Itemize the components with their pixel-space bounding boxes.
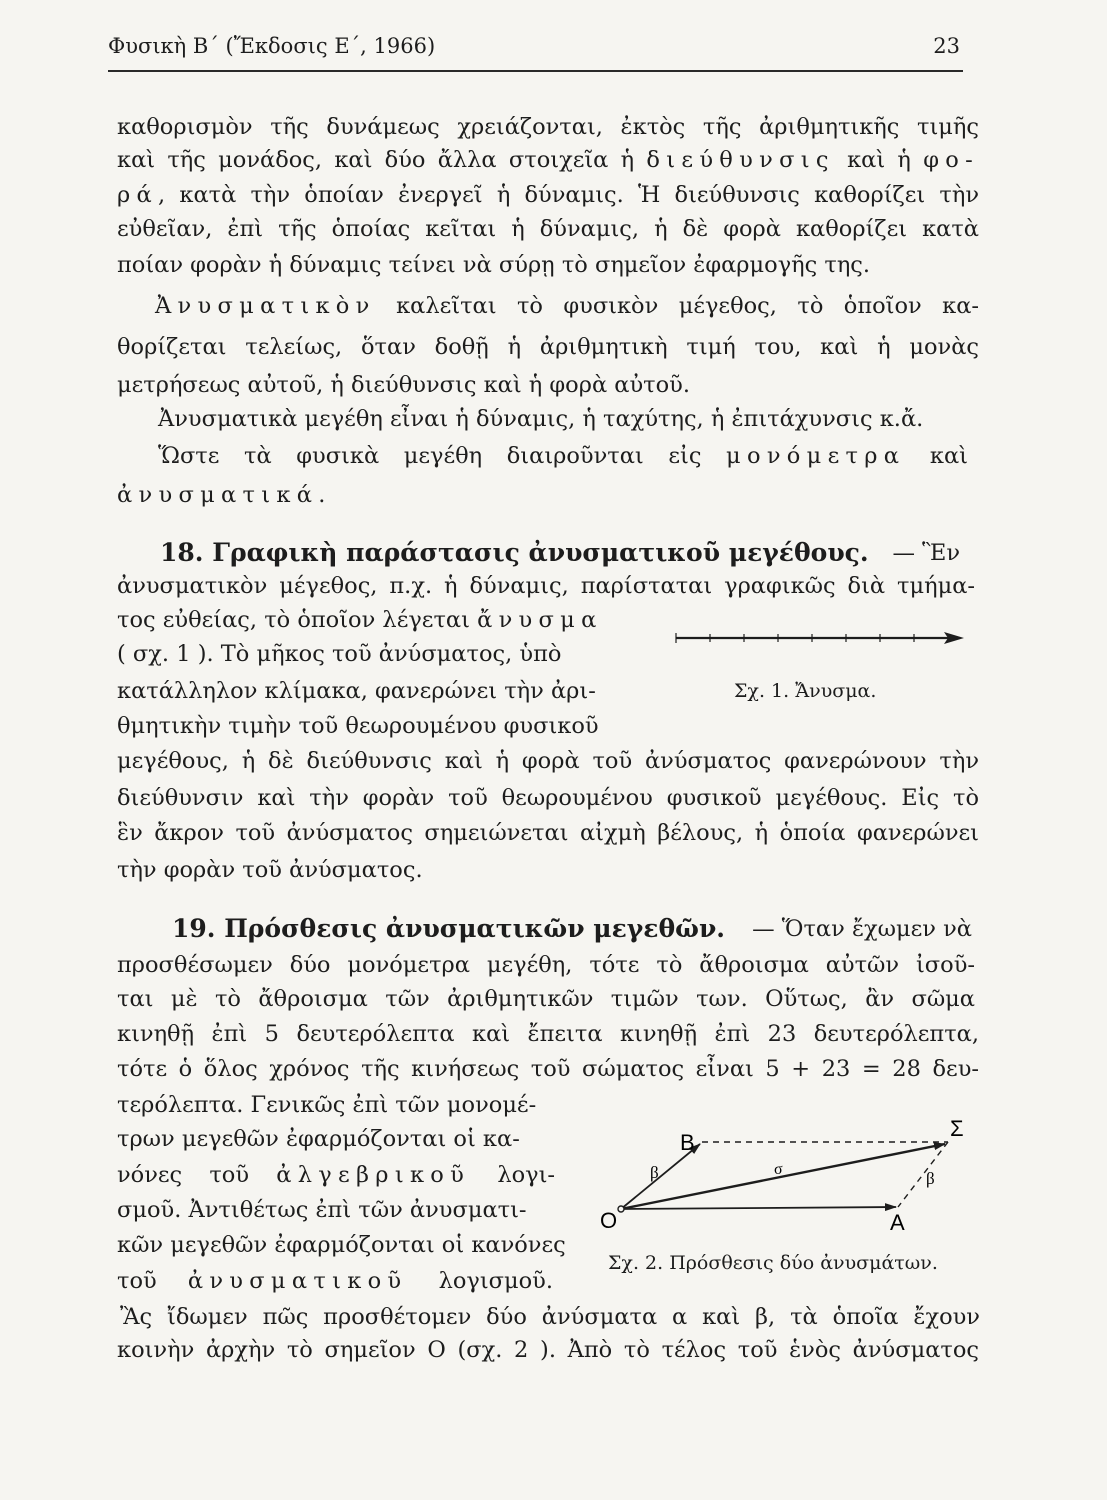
origin-point [618, 1206, 624, 1212]
vector-os [621, 1144, 945, 1209]
running-header [108, 34, 960, 64]
label-beta-ob: β [650, 1163, 659, 1182]
text-line [117, 1160, 555, 1190]
heading-text: 18. Γραφικὴ παράστασις ἀνυσματικοῦ μεγέθους. [160, 538, 869, 567]
text-line: ἓν ἄκρον τοῦ ἀνύσματος σημειώνεται αἰχμὴ βέλους, ἡ ὁποία φανερώνει [117, 820, 979, 846]
vector-oa [621, 1207, 896, 1209]
text-line: διεύθυνσιν καὶ τὴν φορὰν τοῦ θεωρουμένου φυσικοῦ μεγέθους. Εἰς τὸ [117, 785, 979, 811]
text-line: θμητικὴν τιμὴν τοῦ θεωρουμένου φυσικοῦ [117, 713, 599, 739]
text-line: τρων μεγεθῶν ἐφαρμόζονται οἱ κα- [117, 1126, 520, 1152]
spaced-term: ἀνυσματικά. [117, 482, 332, 508]
text-span: καὶ τῆς μονάδος, καὶ δύο ἄλλα στοιχεῖα ἡ [117, 147, 635, 173]
page-number: 23 [933, 34, 960, 58]
text-line: προσθέσωμεν δύο μονόμετρα μεγέθη, τότε τὸ ἄθροισμα αὐτῶν ἰσοῦ- [117, 952, 975, 978]
text-line [117, 180, 979, 210]
text-line: τὴν φορὰν τοῦ ἀνύσματος. [117, 857, 423, 883]
text-span: — Ἓν [892, 540, 960, 566]
spaced-term: διεύθυνσις [646, 147, 835, 173]
text-line: τότε ὁ ὅλος χρόνος τῆς κινήσεως τοῦ σώματος εἶναι 5 + 23 = 28 δευ- [117, 1056, 979, 1082]
heading-text: 19. Πρόσθεσις ἀνυσματικῶν μεγεθῶν. [172, 914, 726, 943]
label-sigma-small: σ [774, 1161, 783, 1178]
label-o: O [600, 1208, 618, 1233]
text-line: σμοῦ. Ἀντιθέτως ἐπὶ τῶν ἀνυσματι- [117, 1197, 527, 1223]
text-line: κοινὴν ἀρχὴν τὸ σημεῖον Ο (σχ. 2 ). Ἀπὸ τὸ τέλος τοῦ ἑνὸς ἀνύσματος [117, 1337, 979, 1363]
text-line: Ἀνυσματικὰ μεγέθη εἶναι ἡ δύναμις, ἡ ταχύτης, ἡ ἐπιτάχυνσις κ.ἄ. [158, 406, 924, 432]
text-line: ( σχ. 1 ). Τὸ μῆκος τοῦ ἀνύσματος, ὑπὸ [117, 641, 562, 667]
text-line [117, 145, 979, 175]
text-span: , κατὰ τὴν ὁποίαν ἐνεργεῖ ἡ δύναμις. Ἡ διεύθυνσις καθορίζει τὴν [158, 182, 979, 208]
label-sigma: Σ [950, 1116, 964, 1141]
text-span: Ὥστε τὰ φυσικὰ μεγέθη διαιροῦνται εἰς [158, 443, 702, 469]
text-span: καλεῖται τὸ φυσικὸν μέγεθος, τὸ ὁποῖον κα- [396, 293, 979, 319]
text-line: μετρήσεως αὐτοῦ, ἡ διεύθυνσις καὶ ἡ φορὰ αὐτοῦ. [117, 372, 691, 398]
spaced-term: Ἀνυσματικὸν [155, 293, 376, 319]
section-heading-19 [172, 914, 972, 945]
label-a: A [890, 1210, 905, 1235]
text-span: λογισμοῦ. [438, 1268, 554, 1294]
text-line: κῶν μεγεθῶν ἐφαρμόζονται οἱ κανόνες [117, 1232, 566, 1258]
text-span: καὶ ἡ [847, 147, 911, 173]
spaced-term: ἄνυσμα [477, 607, 603, 633]
text-line: τερόλεπτα. Γενικῶς ἐπὶ τῶν μονομέ- [117, 1092, 537, 1118]
spaced-term: μονόμετρα [726, 443, 906, 469]
text-line [117, 605, 603, 635]
text-span: — Ὅταν ἔχωμεν νὰ [752, 916, 972, 942]
text-line [158, 441, 968, 471]
figure-1-caption: Σχ. 1. Ἄνυσμα. [734, 680, 877, 702]
text-line [155, 291, 979, 321]
spaced-term: ἀλγεβρικοῦ [276, 1162, 471, 1188]
text-span: καὶ [929, 443, 968, 469]
text-line: θορίζεται τελείως, ὅταν δοθῇ ἡ ἀριθμητικὴ τιμή του, καὶ ἡ μονὰς [117, 334, 979, 360]
figure-2-caption: Σχ. 2. Πρόσθεσις δύο ἀνυσμάτων. [608, 1252, 938, 1274]
text-line: ται μὲ τὸ ἄθροισμα τῶν ἀριθμητικῶν τιμῶν των. Οὕτως, ἂν σῶμα [117, 986, 975, 1012]
text-span: τος εὐθείας, τὸ ὁποῖον λέγεται [117, 607, 470, 633]
header-rule [108, 70, 963, 72]
label-b: B [680, 1130, 695, 1155]
running-title: Φυσικὴ Β΄ (Ἔκδοσις Ε΄, 1966) [108, 34, 436, 58]
text-span: νόνες τοῦ [117, 1162, 250, 1188]
text-line: κινηθῇ ἐπὶ 5 δευτερόλεπτα καὶ ἔπειτα κινηθῇ ἐπὶ 23 δευτερόλεπτα, [117, 1021, 979, 1047]
text-line: καθορισμὸν τῆς δυνάμεως χρειάζονται, ἐκτὸς τῆς ἀριθμητικῆς τιμῆς [117, 114, 979, 140]
figure-1-vector [672, 626, 972, 650]
text-line: ποίαν φορὰν ἡ δύναμις τείνει νὰ σύρῃ τὸ σημεῖον ἐφαρμογῆς της. [117, 252, 871, 278]
spaced-term: ἀνυσματικοῦ [187, 1268, 408, 1294]
text-span: λογι- [497, 1162, 556, 1188]
text-line: εὐθεῖαν, ἐπὶ τῆς ὁποίας κεῖται ἡ δύναμις, ἡ δὲ φορὰ καθορίζει κατὰ [117, 216, 979, 242]
figure-2-parallelogram [598, 1114, 978, 1234]
label-beta-as: β [926, 1169, 935, 1188]
text-span: τοῦ [117, 1268, 157, 1294]
text-line: μεγέθους, ἡ δὲ διεύθυνσις καὶ ἡ φορὰ τοῦ ἀνύσματος φανερώνουν τὴν [117, 748, 979, 774]
spaced-term: ρά [117, 182, 159, 208]
spaced-term: φο- [923, 147, 980, 173]
text-line [117, 1266, 553, 1296]
section-heading-18 [160, 538, 960, 569]
text-line: κατάλληλον κλίμακα, φανερώνει τὴν ἀρι- [117, 678, 596, 704]
text-line: ἀνυσματικὸν μέγεθος, π.χ. ἡ δύναμις, παρίσταται γραφικῶς διὰ τμήμα- [117, 573, 975, 599]
text-line: Ἂς ἴδωμεν πῶς προσθέτομεν δύο ἀνύσματα α καὶ β, τὰ ὁποῖα ἔχουν [120, 1304, 980, 1330]
